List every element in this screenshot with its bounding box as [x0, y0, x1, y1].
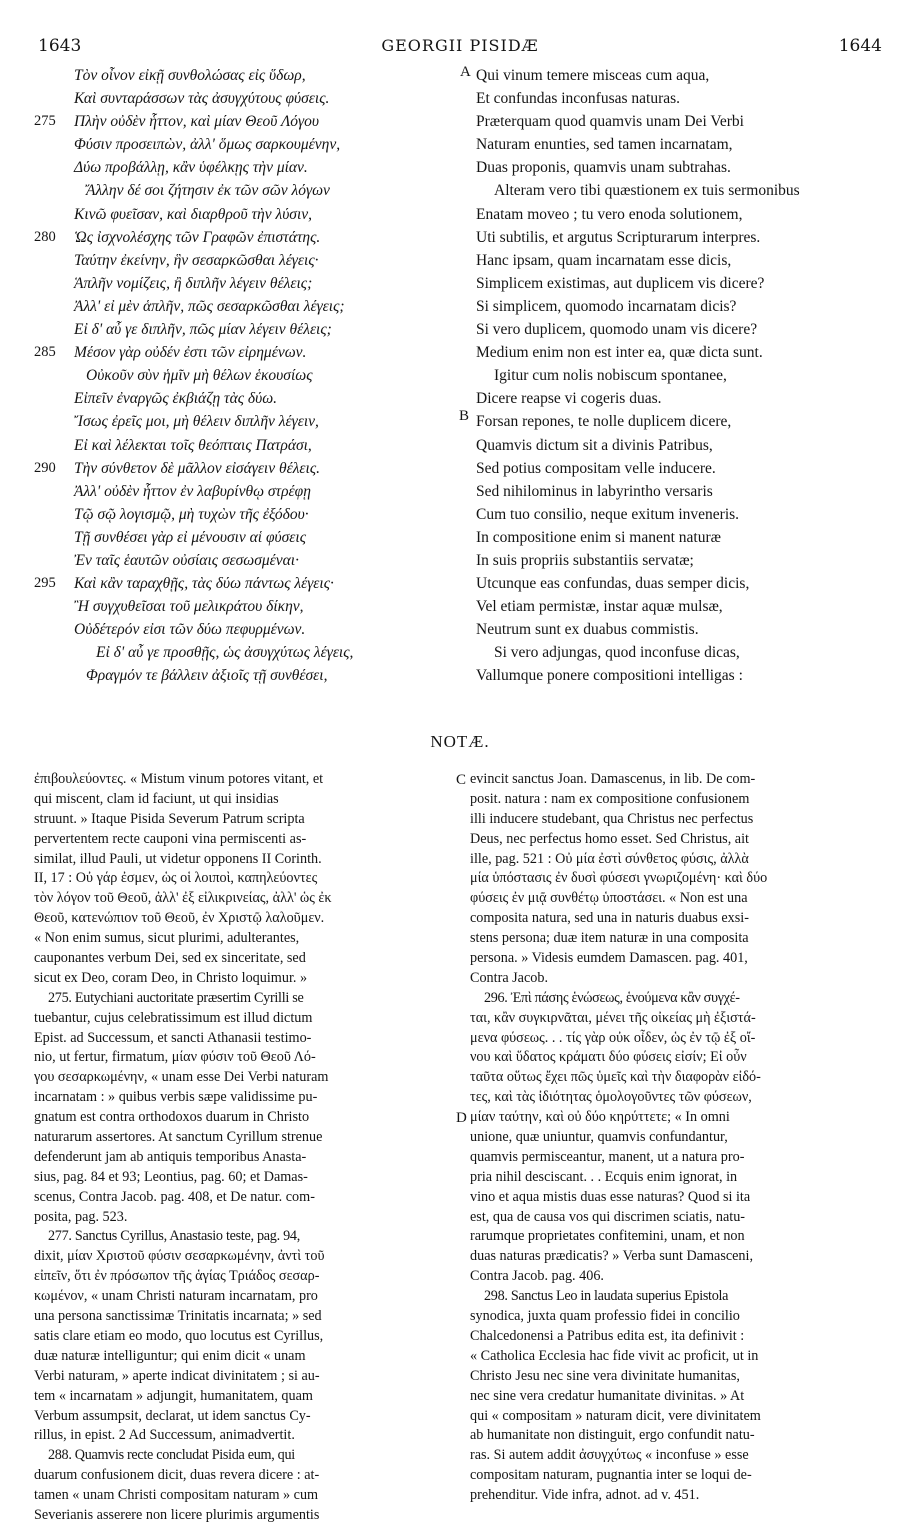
verse-text: Ἐν ταῖς ἑαυτῶν οὐσίαις σεσωσμέναι·	[74, 551, 299, 569]
verse-text: Ὡς ἰσχνολέσχης τῶν Γραφῶν ἐπιστάτης.	[74, 228, 321, 246]
notes-heading: NOTÆ.	[430, 732, 490, 751]
note-line: νου καὶ ὕδατος κράματι δύο φύσεις εἰσίν; Εἰ οὖν	[470, 1049, 747, 1066]
verse-number: 285	[34, 344, 56, 361]
verse-text: Igitur cum nolis nobiscum spontanee,	[494, 367, 727, 385]
verse-text: Hanc ipsam, quam incarnatam esse dicis,	[476, 251, 732, 269]
verse-text: Duas proponis, quamvis unam subtrahas.	[476, 159, 731, 177]
verse-line	[476, 110, 896, 133]
note-line: ται, κἂν συγκιρνᾶται, μένει τῆς οἰκείας μὴ ἐξιστά-	[470, 1009, 756, 1026]
note-line: Severianis asserere non licere plurimis argumentis	[34, 1506, 320, 1523]
note-line: μία ὑπόστασις ἐν δυσὶ φύσεσι γνωριζομένη· καὶ δύο	[470, 870, 768, 887]
note-line: ille, pag. 521 : Οὐ μία ἐστὶ σύνθετος φύσις, ἀλλὰ	[470, 850, 749, 867]
verse-text: Sed potius compositam velle inducere.	[476, 459, 716, 477]
note-line: ras. Si autem addit ἀσυγχύτως « inconfuse » esse	[470, 1447, 749, 1464]
verse-line	[34, 410, 464, 433]
note-line: qui « compositam » naturam dicit, vere divinitatem	[470, 1407, 761, 1424]
note-line: duas naturas prædicatis? » Verba sunt Damasceni,	[470, 1248, 754, 1265]
verse-number: 275	[34, 113, 56, 130]
note-line: nec sine vera credatur humanitate divinitas. » At	[470, 1387, 745, 1404]
note-line: duarum confusionem dicit, duas revera dicere : at-	[34, 1467, 320, 1484]
note-line: pervertentem recte cauponi vina permiscenti as-	[34, 830, 307, 847]
verse-line	[34, 526, 464, 549]
verse-line	[34, 110, 464, 133]
verse-line	[476, 272, 896, 295]
verse-text: Medium enim non est inter ea, quæ dicta sunt.	[476, 344, 763, 362]
verse-line	[34, 572, 464, 595]
verse-line	[34, 156, 464, 179]
verse-line	[34, 664, 464, 687]
note-line: composita natura, sed una in naturis duabus exsi-	[470, 910, 749, 927]
note-line: prehenditur. Vide infra, adnot. ad v. 451.	[470, 1487, 700, 1504]
verse-text: Δύω προβάλλῃ, κἂν ὑφέλκῃς τὴν μίαν.	[74, 159, 308, 177]
note-line: « Non enim sumus, sicut plurimi, adulterantes,	[34, 930, 300, 947]
verse-text: Εἰ δ' αὖ γε προσθῇς, ὡς ἀσυγχύτως λέγεις,	[96, 644, 354, 662]
verse-text: Φραγμόν τε βάλλειν ἀξιοῖς τῇ συνθέσει,	[86, 667, 328, 685]
note-line: κωμένον, « unam Christi naturam incarnatam, pro	[34, 1288, 318, 1305]
verse-line	[476, 364, 896, 387]
verse-line	[34, 179, 464, 202]
note-line: tamen « unam Christi compositam naturam » cum	[34, 1487, 319, 1504]
note-line: Θεοῦ, κατενώπιον τοῦ Θεοῦ, ἐν Χριστῷ λαλοῦμεν.	[34, 910, 325, 927]
verse-line	[476, 572, 896, 595]
verse-line	[34, 641, 464, 664]
note-line: τὸν λόγον τοῦ Θεοῦ, ἀλλ' ἐξ εἰλικρινείας, ἀλλ' ὡς ἐκ	[34, 890, 332, 907]
verse-text: Alteram vero tibi quæstionem ex tuis sermonibus	[494, 182, 800, 200]
note-line: ἐπιβουλεύοντες. « Mistum vinum potores vitant, et	[34, 771, 324, 787]
verse-text: Qui vinum temere misceas cum aqua,	[476, 67, 710, 84]
note-line: sicut ex Deo, coram Deo, in Christo loquimur. »	[34, 969, 308, 986]
margin-letter-a: A	[460, 64, 471, 80]
greek-verse-column	[34, 64, 464, 688]
note-line: μίαν ταύτην, καὶ οὐ δύο κηρύττετε; « In omni	[470, 1109, 730, 1126]
note-line: μενα φύσεως. . . τίς γὰρ οὐκ οἶδεν, ὡς ἐν τῷ ἐξ οἴ-	[470, 1029, 756, 1046]
verse-text: Dicere reapse vi cogeris duas.	[476, 390, 662, 408]
note-line: synodica, juxta quam professio fidei in concilio	[470, 1308, 740, 1325]
verse-line	[476, 64, 896, 87]
note-line: « Catholica Ecclesia hac fide vivit ac proficit, ut in	[470, 1347, 759, 1364]
running-title: GEORGII PISIDÆ	[381, 36, 539, 55]
note-line: ταῦτα οὕτως ἔχει πῶς ὑμεῖς καὶ τὴν διαφορὰν εἰδό-	[470, 1069, 761, 1086]
note-line: Contra Jacob. pag. 406.	[470, 1268, 604, 1285]
verse-line	[34, 457, 464, 480]
note-line: qui miscent, clam id faciunt, ut qui insidias	[34, 790, 279, 807]
note-line: persona. » Videsis eumdem Damascen. pag. 401,	[470, 950, 748, 967]
note-line: est, qua de causa vos qui discrimen sciatis, natu-	[470, 1208, 746, 1225]
margin-letter-c: C	[456, 772, 467, 788]
verse-text: Ἄλλην δέ σοι ζήτησιν ἐκ τῶν σῶν λόγων	[86, 182, 330, 200]
verse-text: Ἁπλῆν νομίζεις, ἢ διπλῆν λέγειν θέλεις;	[74, 274, 313, 292]
verse-text: Πλὴν οὐδὲν ἧττον, καὶ μίαν Θεοῦ Λόγου	[74, 113, 320, 131]
verse-text: Μέσον γὰρ οὐδέν ἐστι τῶν εἰρημένων.	[74, 344, 307, 362]
note-line: duæ naturæ intelliguntur; qui enim dicit « unam	[34, 1347, 306, 1364]
verse-line	[34, 226, 464, 249]
note-line: Deus, nec perfectus homo esset. Sed Christus, ait	[470, 830, 749, 847]
note-line: dixit, μίαν Χριστοῦ φύσιν σεσαρκωμένην, ἀντὶ τοῦ	[34, 1248, 325, 1265]
note-line: rillus, in epist. 2 Ad Successum, animadvertit.	[34, 1427, 295, 1444]
verse-text: Et confundas inconfusas naturas.	[476, 90, 681, 108]
verse-text: Uti subtilis, et argutus Scripturarum interpres.	[476, 228, 761, 246]
verse-text: In compositione enim si manent naturæ	[476, 528, 721, 546]
note-line: γου σεσαρκωμένην, « unam esse Dei Verbi naturam	[34, 1069, 329, 1086]
note-line: 275. Eutychiani auctoritate præsertim Cyrilli se	[48, 989, 304, 1006]
verse-line	[476, 226, 896, 249]
verse-text: Si vero duplicem, quomodo unam vis dicere?	[476, 321, 758, 339]
verse-line	[34, 295, 464, 318]
verse-text: Τῷ σῷ λογισμῷ, μὴ τυχὼν τῆς ἐξόδου·	[74, 505, 309, 523]
verse-line	[34, 549, 464, 572]
note-line: gnatum est contra orthodoxos duarum in Christo	[34, 1109, 310, 1126]
verse-text: Τὸν οἶνον εἰκῇ συνθολώσας εἰς ὕδωρ,	[74, 67, 306, 84]
note-line: tem « incarnatam » adjungit, humanitatem, quam	[34, 1387, 313, 1404]
verse-number: 295	[34, 575, 56, 592]
verse-line	[34, 64, 464, 87]
note-line: incarnatam : » quibus verbis sæpe validissime pu-	[34, 1089, 318, 1106]
note-line: sius, pag. 84 et 93; Leontius, pag. 60; et Damas-	[34, 1168, 308, 1185]
verse-text: Cum tuo consilio, neque exitum inveneris.	[476, 505, 740, 523]
page-number-left: 1643	[38, 36, 82, 56]
verse-text: Ἢ συγχυθεῖσαι τοῦ μελικράτου δίκην,	[74, 598, 304, 616]
verse-line	[476, 526, 896, 549]
note-line: una persona sanctissimæ Trinitatis incarnata; » sed	[34, 1308, 322, 1325]
verse-text: Τὴν σύνθετον δὲ μᾶλλον εἰσάγειν θέλεις.	[74, 459, 320, 477]
verse-text: Vel etiam permistæ, instar aquæ mulsæ,	[476, 598, 723, 616]
notes-column-left	[34, 770, 444, 1526]
note-line: τες, καὶ τὰς ἰδιότητας ὁμολογοῦντες τῶν φύσεων,	[470, 1089, 752, 1106]
verse-line	[34, 387, 464, 410]
note-line: 288. Quamvis recte concludat Pisida eum, qui	[48, 1447, 295, 1464]
verse-text: Τῇ συνθέσει γὰρ εἰ μένουσιν αἱ φύσεις	[74, 528, 307, 546]
verse-line	[476, 156, 896, 179]
verse-text: Sed nihilominus in labyrintho versaris	[476, 482, 713, 500]
verse-line	[476, 457, 896, 480]
margin-letter-d: D	[456, 1110, 467, 1126]
verse-text: Si simplicem, quomodo incarnatam dicis?	[476, 297, 737, 315]
note-line: Epist. ad Successum, et sancti Athanasii testimo-	[34, 1029, 312, 1046]
verse-text: Vallumque ponere compositioni intelligas :	[476, 667, 743, 685]
note-line: illi inducere studebant, qua Christus nec perfectus	[470, 810, 754, 827]
verse-line	[34, 249, 464, 272]
note-line: evincit sanctus Joan. Damascenus, in lib. De com-	[470, 771, 756, 787]
note-line: tuebantur, cujus celebratissimum est illud dictum	[34, 1009, 313, 1026]
verse-line	[476, 387, 896, 410]
verse-text: Καὶ συνταράσσων τὰς ἀσυγχύτους φύσεις.	[74, 90, 330, 108]
note-line: defenderunt jam ab antiquis temporibus Anasta-	[34, 1148, 307, 1165]
verse-text: Præterquam quod quamvis unam Dei Verbi	[476, 113, 744, 131]
note-line: cauponantes verbum Dei, sed ex sinceritate, sed	[34, 950, 306, 967]
verse-text: Καὶ κἂν ταραχθῇς, τὰς δύω πάντως λέγεις·	[74, 575, 334, 593]
note-line: ab humanitate non distinguit, ergo confundit natu-	[470, 1427, 755, 1444]
verse-text: Quamvis dictum sit a divinis Patribus,	[476, 436, 713, 454]
note-line: unione, quæ uniuntur, quamvis confundantur,	[470, 1129, 728, 1146]
verse-text: Φύσιν προσειπὼν, ἀλλ' ὅμως σαρκουμένην,	[74, 136, 341, 154]
verse-text: Enatam moveo ; tu vero enoda solutionem,	[476, 205, 743, 223]
note-line: posit. natura : nam ex compositione confusionem	[470, 790, 750, 807]
verse-line	[476, 664, 896, 687]
verse-line	[34, 318, 464, 341]
verse-line	[476, 179, 896, 202]
verse-text: Εἰ καὶ λέλεκται τοῖς θεόπταις Πατράσι,	[74, 436, 312, 454]
note-line: naturarum assertores. At sanctum Cyrillum strenue	[34, 1129, 323, 1146]
verse-line	[34, 341, 464, 364]
verse-line	[34, 133, 464, 156]
verse-line	[476, 480, 896, 503]
note-line: Verbum assumpsit, declarat, ut idem sanctus Cy-	[34, 1407, 311, 1424]
verse-line	[476, 549, 896, 572]
note-line: quamvis permisceantur, manent, ut a natura pro-	[470, 1148, 745, 1165]
page-header	[38, 36, 882, 58]
verse-text: Naturam enunties, sed tamen incarnatam,	[476, 136, 733, 154]
note-line: posita, pag. 523.	[34, 1208, 128, 1225]
page-number-right: 1644	[838, 36, 882, 56]
verse-text: Utcunque eas confundas, duas semper dicis,	[476, 575, 750, 593]
verse-line	[476, 133, 896, 156]
verse-text: Κινῶ φυεῖσαν, καὶ διαρθροῦ τὴν λύσιν,	[74, 205, 313, 223]
note-line: pria nihil desciscant. . . Ecquis enim ignorat, in	[470, 1168, 738, 1185]
verse-line	[34, 364, 464, 387]
note-line: Contra Jacob.	[470, 969, 549, 986]
verse-text: Neutrum sunt ex duabus commistis.	[476, 621, 699, 639]
verse-number: 280	[34, 228, 56, 245]
verse-line	[476, 595, 896, 618]
verse-line	[476, 503, 896, 526]
note-line: nio, ut fertur, firmatum, μίαν φύσιν τοῦ Θεοῦ Λό-	[34, 1049, 316, 1066]
verse-text: Ἀλλ' οὐδὲν ἧττον ἐν λαβυρίνθῳ στρέφῃ	[74, 482, 311, 500]
verse-line	[34, 480, 464, 503]
note-line: 277. Sanctus Cyrillus, Anastasio teste, pag. 94,	[48, 1228, 300, 1245]
verse-line	[476, 295, 896, 318]
verse-text: In suis propriis substantiis servatæ;	[476, 551, 694, 569]
verse-text: Si vero adjungas, quod inconfuse dicas,	[494, 644, 740, 662]
verse-line	[34, 272, 464, 295]
note-line: Christo Jesu nec sine vera divinitate humanitas,	[470, 1367, 740, 1384]
verse-text: Εἰ δ' αὖ γε διπλῆν, πῶς μίαν λέγειν θέλεις;	[74, 321, 332, 339]
verse-text: Forsan repones, te nolle duplicem dicere,	[476, 413, 732, 431]
verse-text: Εἰπεῖν ἐναργῶς ἐκβιάζῃ τὰς δύω.	[74, 390, 278, 408]
note-line: stens persona; duæ item naturæ in una composita	[470, 930, 749, 947]
verse-line	[476, 249, 896, 272]
verse-line	[34, 87, 464, 110]
note-line: Chalcedonensi a Patribus edita est, ita definivit :	[470, 1327, 745, 1344]
note-line: compositam naturam, pugnantia inter se loqui de-	[470, 1467, 752, 1484]
verse-number: 290	[34, 459, 56, 476]
verse-line	[34, 595, 464, 618]
note-line: φύσεις ἐν μιᾷ συνθέτῳ ὑποστάσει. « Non est una	[470, 890, 748, 907]
note-line: vino et aqua mistis duas esse naturas? Quod si ita	[470, 1188, 751, 1205]
verse-text: Οὐδέτερόν εἰσι τῶν δύω πεφυρμένων.	[74, 621, 306, 639]
verse-line	[476, 434, 896, 457]
note-line: struunt. » Itaque Pisida Severum Patrum scripta	[34, 810, 305, 827]
verse-line	[476, 641, 896, 664]
latin-verse-column	[476, 64, 896, 688]
verse-line	[34, 503, 464, 526]
verse-line	[476, 410, 896, 433]
note-line: εἰπεῖν, ὅτι ἐν πρόσωπον τῆς ἁγίας Τριάδος σεσαρ-	[34, 1268, 320, 1285]
verse-text: Ταύτην ἐκείνην, ἣν σεσαρκῶσθαι λέγεις·	[74, 251, 319, 269]
verse-text: Ἀλλ' εἰ μὲν ἁπλῆν, πῶς σεσαρκῶσθαι λέγεις;	[74, 297, 345, 315]
verse-text: Ἴσως ἐρεῖς μοι, μὴ θέλειν διπλῆν λέγειν,	[74, 413, 319, 431]
verse-line	[34, 618, 464, 641]
verse-line	[476, 318, 896, 341]
verse-line	[34, 203, 464, 226]
verse-line	[476, 87, 896, 110]
margin-letter-b: B	[459, 408, 470, 424]
notes-column-right	[470, 770, 880, 1506]
note-line: similat, illud Pauli, ut videtur opponens II Corinth.	[34, 850, 322, 867]
verse-line	[476, 341, 896, 364]
note-line: rarumque proprietates confitemini, unam, et non	[470, 1228, 745, 1245]
verse-line	[476, 618, 896, 641]
note-line: Verbi naturam, » aperte indicat divinitatem ; si au-	[34, 1367, 320, 1384]
verse-text: Οὐκοῦν σὺν ἡμῖν μὴ θέλων ἑκουσίως	[86, 367, 313, 385]
note-line: II, 17 : Οὐ γάρ ἐσμεν, ὡς οἱ λοιποὶ, καπηλεύοντες	[34, 870, 318, 887]
verse-line	[476, 203, 896, 226]
verse-text: Simplicem existimas, aut duplicem vis dicere?	[476, 274, 765, 292]
note-line: 296. Ἐπὶ πάσης ἑνώσεως, ἑνούμενα κἂν συγχέ-	[484, 989, 740, 1006]
verse-line	[34, 434, 464, 457]
note-line: 298. Sanctus Leo in laudata superius Epistola	[484, 1288, 729, 1305]
note-line: scenus, Contra Jacob. pag. 408, et De natur. com-	[34, 1188, 315, 1205]
note-line: satis clare etiam eo modo, quo locutus est Cyrillus,	[34, 1327, 324, 1344]
